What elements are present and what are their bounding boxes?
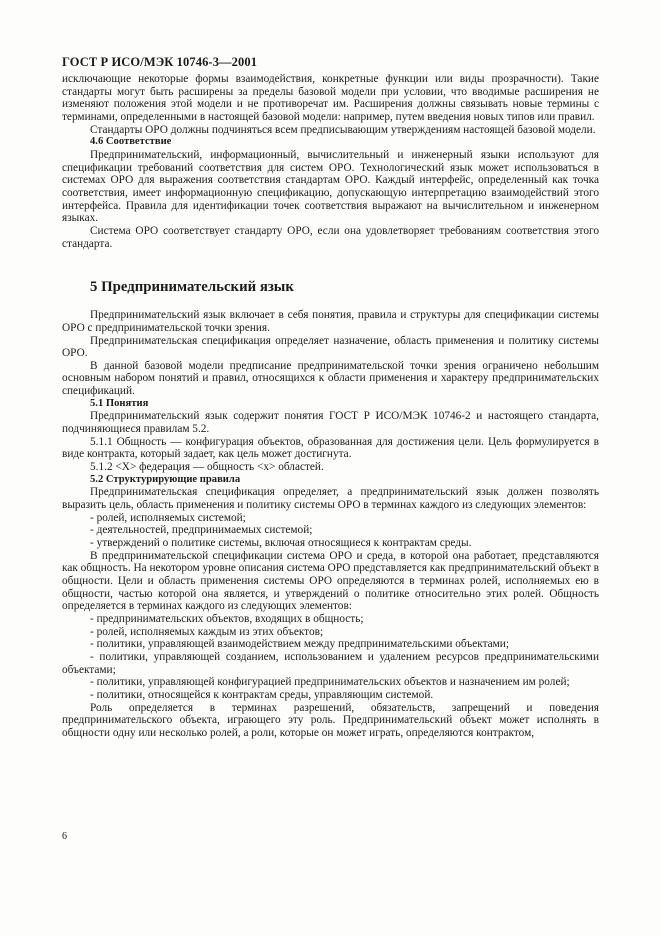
list-item: - предпринимательских объектов, входящих в общность; <box>90 612 364 625</box>
list-item: - утверждений о политике системы, включая относящиеся к контрактам среды. <box>90 537 472 549</box>
list-item: - деятельностей, предпринимаемых системой; <box>90 524 313 537</box>
list-item: - политики, управляющей созданием, использованием и удалением ресурсов предпринимательскими объектами; <box>62 650 599 676</box>
paragraph: Предпринимательский язык включает в себя понятия, правила и структуры для спецификации системы ОРО с предпринимательской точки зрения. <box>62 309 599 334</box>
subsection-heading: 4.6 Соответствие <box>90 136 172 148</box>
list-item: - политики, управляющей взаимодействием между предпринимательскими объектами; <box>90 638 509 651</box>
paragraph: Предпринимательская спецификация определяет, а предпринимательский язык должен позволять выразить цель, область применения и политику системы ОРО в терминах каждого из следующих элементов: <box>62 486 599 512</box>
subsection-heading: 5.1 Понятия <box>90 397 149 409</box>
paragraph: В данной базовой модели предписание предпринимательской точки зрения ограничено небольшим основным набором понятий и правил, относящихся к области применения и характеру предпринимательских спецификаций. <box>62 359 599 398</box>
list-item: - ролей, исполняемых каждым из этих объектов; <box>90 625 324 638</box>
running-header: ГОСТ Р ИСО/МЭК 10746-3—2001 <box>62 55 258 69</box>
list-item: - ролей, исполняемых системой; <box>90 511 246 524</box>
list-item: - политики, управляющей конфигурацией предпринимательских объектов и назначением им ролей; <box>90 676 570 689</box>
paragraph: 5.1.2 <X> федерация — общность <x> областей. <box>90 461 324 474</box>
paragraph: В предпринимательской спецификации система ОРО и среда, в которой она работает, представляются как общность. На некотором уровне описания система ОРО представляется как предпринимательский объект в общности. Цели и область применения системы ОРО определяются в терминах ролей, исполняемых ею в общности, частью которой она является, и утверждений о политике относительно этих ролей. Общность определяется в терминах каждого из следующих элементов: <box>62 549 599 613</box>
section-heading: 5 Предпринимательский язык <box>90 279 294 296</box>
list-item: - политики, относящейся к контрактам среды, управляющим системой. <box>90 688 434 701</box>
paragraph: Предпринимательский, информационный, вычислительный и инженерный языки используют для спецификации требований соответствия для систем ОРО. Технологический язык может использоваться в системах ОРО для выражения соответствия стандартам ОРО. Каждый интерфейс, определенный как точка соответствия, имеет информационную спецификацию, допускающую интерпретацию взаимодействий этого интерфейса. Правила для идентификации точек соответствия выражают на вычислительном и инженерном языках. <box>62 148 599 225</box>
subsection-heading: 5.2 Структурирующие правила <box>90 473 241 485</box>
paragraph: Система ОРО соответствует стандарту ОРО, если она удовлетворяет требованиям соответствия этого стандарта. <box>62 224 599 250</box>
paragraph: Предпринимательская спецификация определяет назначение, область применения и политику системы ОРО. <box>62 334 599 360</box>
paragraph: Роль определяется в терминах разрешений, обязательств, запрещений и поведения предпринимательского объекта, играющего эту роль. Предпринимательский объект может исполнять в общности одну или несколько ролей, а роли, которые он может играть, определяются контрактом, <box>62 701 599 739</box>
page-number: 6 <box>62 831 67 842</box>
paragraph: Стандарты ОРО должны подчиняться всем предписывающим утверждениям настоящей базовой модели. <box>90 123 596 136</box>
paragraph: исключающие некоторые формы взаимодействия, конкретные функции или виды прозрачности). Такие стандарты могут быть расширены за пределы базовой модели при условии, что вводимые расширения не изменяют положения этой модели и не противоречат им. Расширения должны связывать новые термины с терминами, определенными в настоящей базовой модели: например, путем введения новых типов или правил. <box>62 73 599 123</box>
document-body <box>62 73 599 740</box>
paragraph: Предпринимательский язык содержит понятия ГОСТ Р ИСО/МЭК 10746-2 и настоящего стандарта, подчиняющиеся правилам 5.2. <box>62 410 599 436</box>
paragraph: 5.1.1 Общность — конфигурация объектов, образованная для достижения цели. Цель формулируется в виде контракта, который задает, как цель может достигнута. <box>62 435 599 461</box>
